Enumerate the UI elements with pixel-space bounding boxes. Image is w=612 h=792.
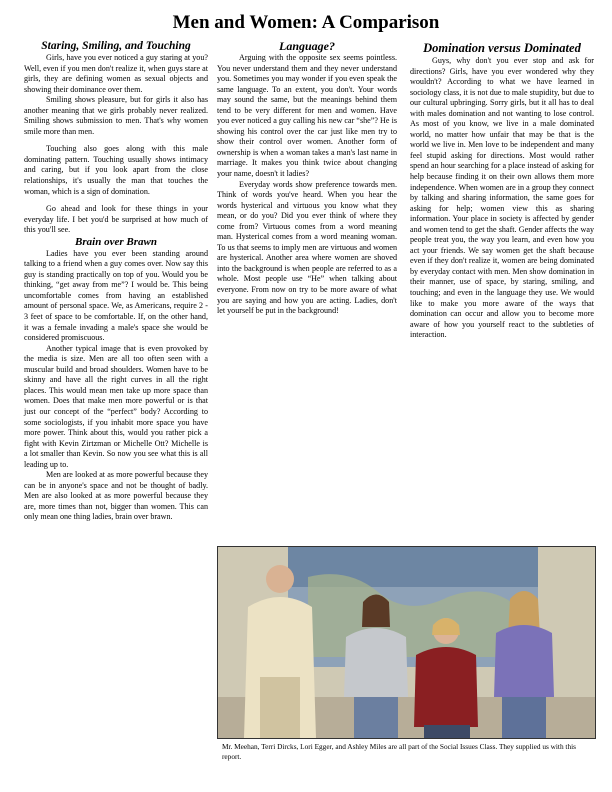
paragraph: Everyday words show preference towards men. Think of words you've heard. When you hear the words hysterical and virtuous you know what they mean, or do you? Did you ever think of where they come from? Virtuous comes from a word meaning man. Hysterical comes from a word meaning woman. To us that seems to imply men are virtuous and women are hysterical. Another area where women are shoved into the background is when people are referred to as a whole. Most people use “He” when talking about everyone. From now on try to be more aware of what you are saying and how you are acting. Ladies, don't let yourself be put in the background! — [217, 179, 397, 316]
column-left — [24, 40, 208, 523]
section-heading: Brain over Brawn — [75, 235, 157, 248]
column-middle — [217, 40, 397, 317]
class-photo — [217, 546, 596, 739]
page-title: Men and Women: A Comparison — [172, 12, 440, 33]
paragraph: Guys, why don't you ever stop and ask for directions? Girls, have you ever wondered why they wouldn't? According to what we have learned in sociology class, it is not due to male stupidity, but due to our cultural upbringing. Sorry girls, but it all has to deal with males domination and not wanting to lose control. As most of you know, we live in a male dominated world, no matter how unfair that may be that is the world we live in. Men love to be independent and many feel stupid asking for directions. Most would rather spend an hour searching for a place instead of asking for help because finding it on their own allows them more independence. When women are in a group they connect by talking and sharing information, the same goes for asking for help; women view this as sharing information. Your place in society is affected by gender and women tend to get the shaft. Gender affects the way people treat you, the way you learn, and even how you act your friends. We say women get the shaft because even if they don't realize it, women are being dominated by everyday contact with men. Men show domination in their manner, use of space, by staring, smiling, and touching; and even in the language they use. We would like to make you more aware of the ways that domination can occur and allow you to become more aware of how you yourself react to the subtleties of interaction. — [410, 56, 594, 340]
paragraph: Touching also goes along with this male dominating pattern. Touching usually shows intimacy and caring, but if you look apart from the close relationships, it's usually the man that touches the woman, which is a sign of domination. — [24, 144, 208, 196]
photo-caption: Mr. Meehan, Terri Dircks, Lori Egger, and Ashley Miles are all part of the Social Issues Class. They supplied us with this report. — [222, 742, 576, 761]
section-heading: Staring, Smiling, and Touching — [41, 40, 191, 52]
paragraph: Another typical image that is even provoked by the media is size. Men are all too often seen with a muscular build and broad shoulders. Women have to be skinny and have all the right curves in all the right places. This would mean men take up more space than women. Does that make men more powerful or is that just our concept of the “perfect” body? According to some sociologists, if you inhabit more space you have more power. Think about this, would you rather pick a fight with Kevin Zirtzman or Michelle Ott? Michelle is a lot smaller than Kevin. So now you see what this is all leading up to. — [24, 343, 208, 469]
section-heading: Domination versus Dominated — [423, 41, 581, 55]
paragraph: Ladies have you ever been standing around talking to a friend when a guy comes over. Now say this guy is standing practically on top of you. Would you be thinking, “get away from me”? I would be. This being uncomfortable comes from having an established amount of personal space. We, as Americans, require 2 - 3 feet of space to be comfortable. If, on the other hand, it was a female invading a male's space she would be considered promiscuous. — [24, 248, 208, 343]
section-heading: Language? — [278, 39, 335, 53]
paragraph: Arguing with the opposite sex seems pointless. You never understand them and they never understand you. Sometimes you may wonder if you even speak the same language. To an extent, you don't. Your words may sound the same, but the meanings behind them tend to be very different for men and women. Have you ever noticed a guy calling his new car “she”? He is showing his control over the car just like men try to show their control over women. Another form of ownership is when a woman takes a man's last name in marriage. It makes you think twice about changing your name, doesn't it ladies? — [217, 53, 397, 179]
paragraph: Smiling shows pleasure, but for girls it also has another meaning that we girls probably never realized. Smiling shows submission to men. That's why women smile more than men. — [24, 95, 208, 136]
photo-illustration — [218, 547, 595, 738]
paragraph: Men are looked at as more powerful because they can be in anyone's space and not be thought of badly. Men are also looked at as more powerful because they are, more times than not, bigger than women. This can only mean one thing ladies, brain over brawn. — [24, 470, 208, 522]
column-right — [410, 40, 594, 341]
paragraph: Girls, have you ever noticed a guy staring at you? Well, even if you men don't realize it, when guys stare at girls, they are defining women as sexual objects and showing their dominance over them. — [24, 53, 208, 94]
paragraph: Go ahead and look for these things in your everyday life. I bet you'd be surprised at how much of this you'll see. — [24, 204, 208, 235]
